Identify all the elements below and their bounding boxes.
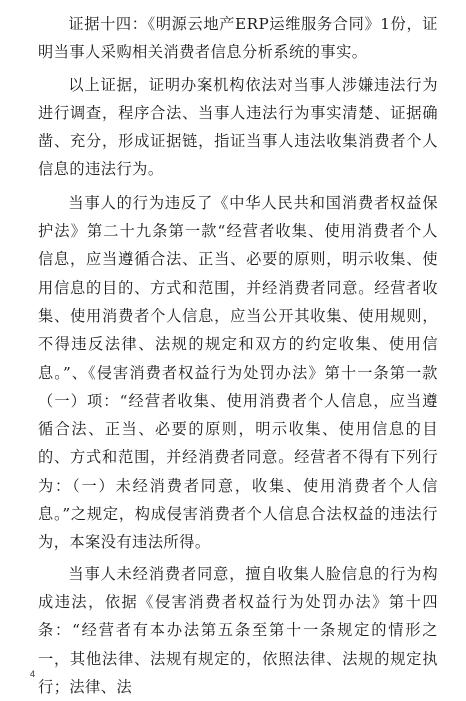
paragraph-violation-analysis: 当事人的行为违反了《中华人民共和国消费者权益保护法》第二十九条第一款“经营者收集、使用消费者个人信息，应当遵循合法、正当、必要的原则，明示收集、使用信息的目的、方式和范围，并经消费者同意。经营者收集、使用消费者个人信息，应当公开其收集、使用规则，不得违反法律、法规的规定和双方的约定收集、使用信息。”、《侵害消费者权益行为处罚办法》第十一条第一款（一）项：“经营者收集、使用消费者个人信息，应当遵循合法、正当、必要的原则，明示收集、使用信息的目的、方式和范围，并经消费者同意。经营者不得有下列行为：（一）未经消费者同意，收集、使用消费者个人信息。”之规定，构成侵害消费者个人信息合法权益的违法行为，本案没有违法所得。 (38, 193, 438, 552)
paragraph-penalty-basis: 当事人未经消费者同意，擅自收集人脸信息的行为构成违法，依据《侵害消费者权益行为处罚办法》第十四条：“经营者有本办法第五条至第十一条规定的情形之一，其他法律、法规有规定的，依照法律、法规的规定执行；法律、法 (38, 564, 438, 696)
page-number: 4 (30, 669, 36, 679)
paragraph-evidence-14: 证据十四：《明源云地产ERP运维服务合同》1份，证明当事人采购相关消费者信息分析系统的事实。 (38, 15, 438, 62)
document-body (38, 10, 438, 701)
paragraph-evidence-summary: 以上证据，证明办案机构依法对当事人涉嫌违法行为进行调查，程序合法、当事人违法行为事实清楚、证据确凿、充分，形成证据链，指证当事人违法收集消费者个人信息的违法行为。 (38, 75, 438, 179)
